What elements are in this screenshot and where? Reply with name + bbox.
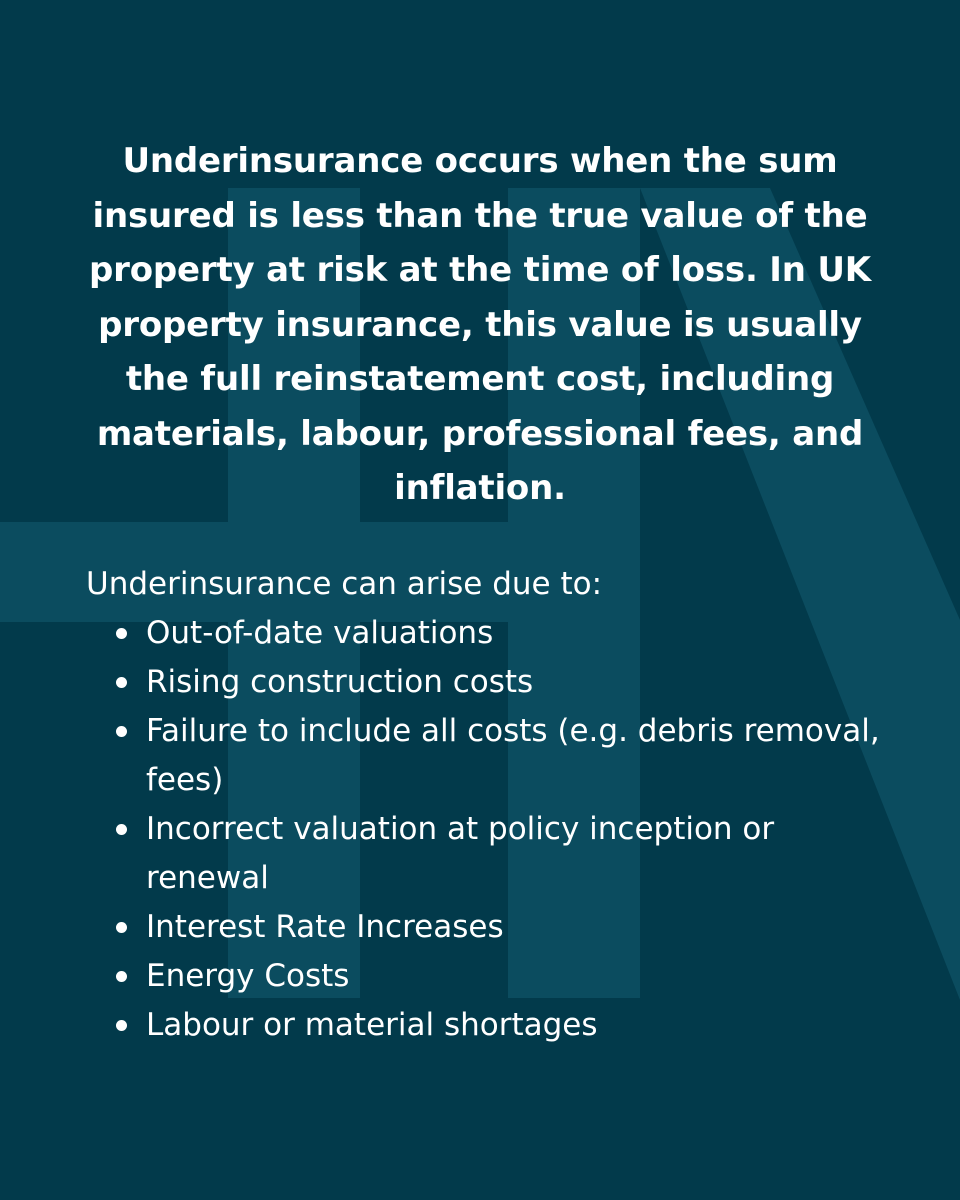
list-item-text: Rising construction costs bbox=[146, 664, 534, 700]
list-item bbox=[86, 805, 886, 903]
list-item-text: Incorrect valuation at policy inception or renewal bbox=[146, 811, 775, 896]
list-item-text: Out-of-date valuations bbox=[146, 615, 494, 651]
bullet-icon bbox=[116, 677, 127, 688]
list-item-text: Interest Rate Increases bbox=[146, 909, 504, 945]
bullet-icon bbox=[116, 1020, 127, 1031]
causes-section bbox=[86, 560, 886, 1050]
list-item bbox=[86, 903, 886, 952]
bullet-icon bbox=[116, 628, 127, 639]
list-item bbox=[86, 658, 886, 707]
bullet-icon bbox=[116, 726, 127, 737]
causes-heading: Underinsurance can arise due to: bbox=[86, 566, 603, 602]
list-item bbox=[86, 707, 886, 805]
causes-list bbox=[86, 609, 886, 1050]
list-item-text: Energy Costs bbox=[146, 958, 350, 994]
bullet-icon bbox=[116, 824, 127, 835]
bullet-icon bbox=[116, 971, 127, 982]
list-item bbox=[86, 952, 886, 1001]
list-item-text: Labour or material shortages bbox=[146, 1007, 598, 1043]
intro-paragraph: Underinsurance occurs when the sum insured is less than the true value of the property at risk at the time of loss. In UK property insurance, this value is usually the full reinstatement cost, including materials, labour, professional fees, and inflation. bbox=[89, 141, 871, 508]
list-item bbox=[86, 1001, 886, 1050]
list-item-text: Failure to include all costs (e.g. debris removal, fees) bbox=[146, 713, 880, 798]
bullet-icon bbox=[116, 922, 127, 933]
list-item bbox=[86, 609, 886, 658]
